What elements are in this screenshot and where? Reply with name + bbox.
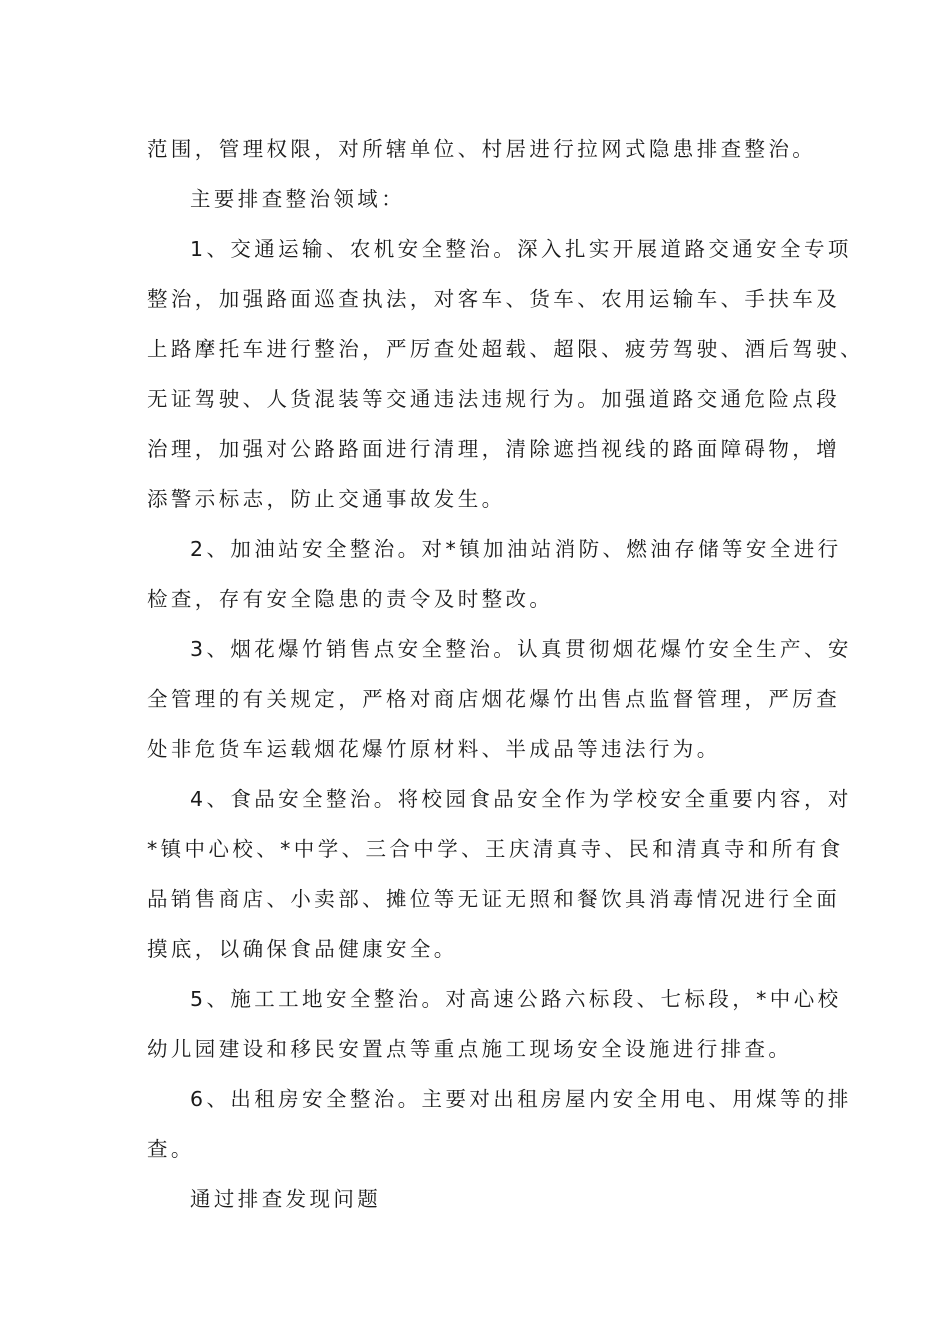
- text-line: *镇中心校、*中学、三合中学、王庆清真寺、民和清真寺和所有食: [147, 837, 844, 861]
- text-line: 4、食品安全整治。将校园食品安全作为学校安全重要内容，对: [190, 787, 852, 811]
- text-line: 5、施工工地安全整治。对高速公路六标段、七标段，*中心校: [190, 987, 842, 1011]
- text-line: 检查，存有安全隐患的责令及时整改。: [147, 587, 554, 611]
- text-line: 全管理的有关规定，严格对商店烟花爆竹出售点监督管理，严厉查: [147, 687, 841, 711]
- text-line: 无证驾驶、人货混装等交通违法违规行为。加强道路交通危险点段: [147, 387, 841, 411]
- text-line: 品销售商店、小卖部、摊位等无证无照和餐饮具消毒情况进行全面: [147, 887, 841, 911]
- text-line: 范围，管理权限，对所辖单位、村居进行拉网式隐患排查整治。: [147, 137, 817, 161]
- text-line: 处非危货车运载烟花爆竹原材料、半成品等违法行为。: [147, 737, 721, 761]
- text-line: 2、加油站安全整治。对*镇加油站消防、燃油存储等安全进行: [190, 537, 842, 561]
- section-heading: 通过排查发现问题: [190, 1187, 382, 1211]
- text-line: 幼儿园建设和移民安置点等重点施工现场安全设施进行排查。: [147, 1037, 793, 1061]
- text-line: 3、烟花爆竹销售点安全整治。认真贯彻烟花爆竹安全生产、安: [190, 637, 852, 661]
- text-line: 添警示标志，防止交通事故发生。: [147, 487, 506, 511]
- text-line: 1、交通运输、农机安全整治。深入扎实开展道路交通安全专项: [190, 237, 852, 261]
- text-line: 查。: [147, 1137, 195, 1161]
- text-line: 摸底，以确保食品健康安全。: [147, 937, 458, 961]
- text-line: 6、出租房安全整治。主要对出租房屋内安全用电、用煤等的排: [190, 1087, 852, 1111]
- section-heading: 主要排查整治领域：: [190, 187, 406, 211]
- text-line: 上路摩托车进行整治，严厉查处超载、超限、疲劳驾驶、酒后驾驶、: [147, 337, 864, 361]
- text-line: 整治，加强路面巡查执法，对客车、货车、农用运输车、手扶车及: [147, 287, 841, 311]
- text-line: 治理，加强对公路路面进行清理，清除遮挡视线的路面障碍物，增: [147, 437, 841, 461]
